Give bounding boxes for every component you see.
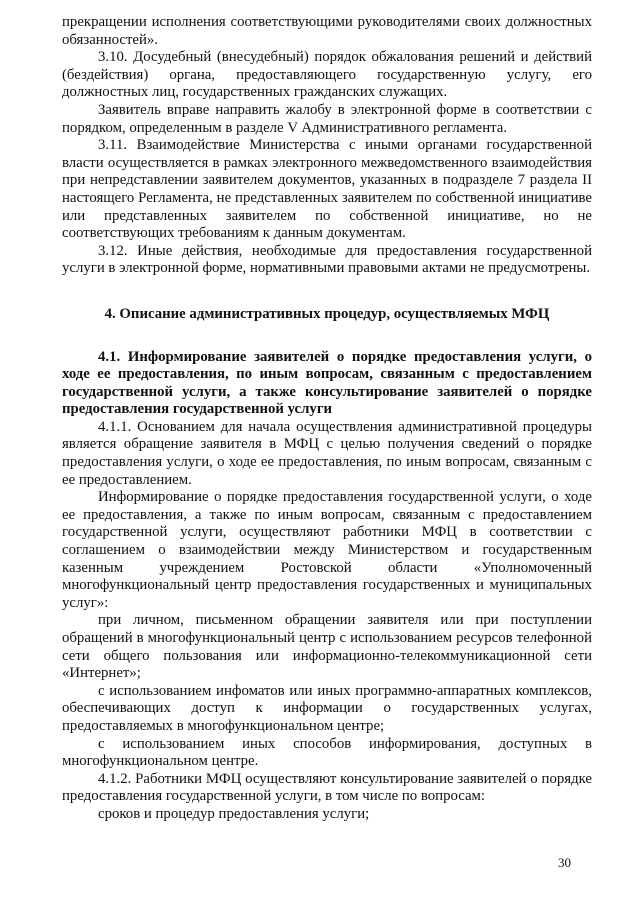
paragraph-3-11: 3.11. Взаимодействие Министерства с иными органами государственной власти осуществляется в рамках электронного межведомственного взаимодействия при непредставлении заявителем документов, указанных в подразделе 7 раздела II настоящего Регламента, не представленных заявителем по собственной инициативе или представленных заявителем по собственной инициативе, но не соответствующих требованиям к данным документам.: [62, 137, 592, 242]
paragraph-4-1-2: 4.1.2. Работники МФЦ осуществляют консультирование заявителей о порядке предоставления государственной услуги, в том числе по вопросам:: [62, 770, 592, 805]
paragraph-continuation: прекращении исполнения соответствующими руководителями своих должностных обязанностей».: [62, 14, 592, 48]
section-heading: 4. Описание административных процедур, осуществляемых МФЦ: [104, 305, 550, 322]
list-item-terms: сроков и процедур предоставления услуги;: [98, 805, 370, 822]
page-number: 30: [558, 855, 571, 870]
list-item-other-methods: с использованием иных способов информирования, доступных в многофункциональном центре.: [62, 735, 592, 770]
paragraph-4-1-1: 4.1.1. Основанием для начала осуществления административной процедуры является обращение заявителя в МФЦ с целью получения сведений о порядке предоставления услуги, о ходе ее предоставления, по иным вопросам, связанным с ее предоставлением.: [62, 418, 592, 488]
subsection-heading: 4.1. Информирование заявителей о порядке предоставления услуги, о ходе ее предоставления, по иным вопросам, связанным с предоставлением государственной услуги, а также консультирование заявителей о порядке предоставления государственной услуги: [62, 348, 592, 418]
paragraph-3-10: 3.10. Досудебный (внесудебный) порядок обжалования решений и действий (бездействия) органа, предоставляющего государственную услугу, его должностных лиц, государственных гражданских служащих.: [62, 49, 592, 101]
paragraph-electronic-complaint: Заявитель вправе направить жалобу в электронной форме в соответствии с порядком, определенным в разделе V Административного регламента.: [62, 101, 592, 136]
paragraph-informing: Информирование о порядке предоставления государственной услуги, о ходе ее предоставления, а также по иным вопросам, связанным с предоставлением государственной услуги, осуществляют работники МФЦ в соответствии с соглашением о взаимодействии между Министерством и государственным казенным учреждением Ростовской области «Уполномоченный многофункциональный центр предоставления государственных и муниципальных услуг»:: [62, 489, 592, 611]
paragraph-3-12: 3.12. Иные действия, необходимые для предоставления государственной услуги в электронной форме, нормативными правовыми актами не предусмотрены.: [62, 242, 592, 277]
list-item-personal-request: при личном, письменном обращении заявителя или при поступлении обращений в многофункциональный центр с использованием ресурсов телефонной сети общего пользования или информационно-телекоммуникационной сети «Интернет»;: [62, 612, 592, 682]
document-page: [62, 14, 592, 824]
list-item-infomats: с использованием инфоматов или иных программно-аппаратных комплексов, обеспечивающих доступ к информации о государственных услугах, предоставляемых в многофункциональном центре;: [62, 682, 592, 734]
